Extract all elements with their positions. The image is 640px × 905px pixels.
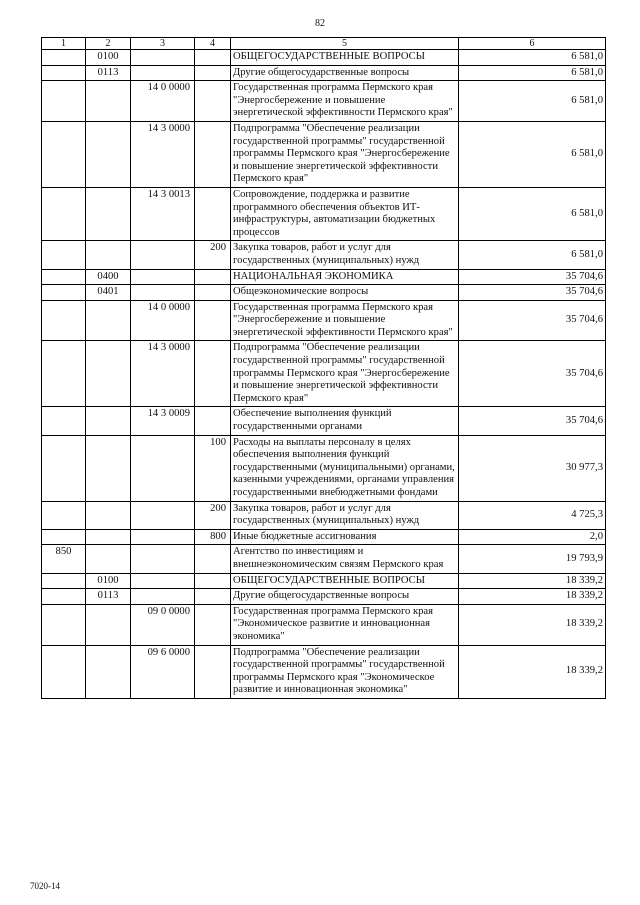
section-code-cell: 0401: [86, 285, 131, 301]
description-cell: Государственная программа Пермского края "Экономическое развитие и инновационная экономика": [231, 604, 459, 645]
description-cell: Закупка товаров, работ и услуг для государственных (муниципальных) нужд: [231, 501, 459, 529]
section-code-cell: [86, 645, 131, 698]
amount-cell: 6 581,0: [459, 81, 606, 122]
amount-cell: 6 581,0: [459, 121, 606, 187]
table-row: [42, 645, 606, 698]
section-code-cell: [86, 187, 131, 240]
amount-cell: 19 793,9: [459, 545, 606, 573]
ministry-code-cell: [42, 300, 86, 341]
amount-cell: 35 704,6: [459, 407, 606, 435]
description-cell: Общеэкономические вопросы: [231, 285, 459, 301]
expense-type-cell: 800: [195, 529, 231, 545]
amount-cell: 35 704,6: [459, 300, 606, 341]
table-row: [42, 529, 606, 545]
description-cell: Государственная программа Пермского края "Энергосбережение и повышение энергетической эффективности Пермского края": [231, 300, 459, 341]
amount-cell: 35 704,6: [459, 285, 606, 301]
expense-type-cell: [195, 300, 231, 341]
expense-type-cell: [195, 81, 231, 122]
table-row: [42, 81, 606, 122]
amount-cell: 18 339,2: [459, 645, 606, 698]
target-article-cell: [131, 285, 195, 301]
amount-cell: 18 339,2: [459, 589, 606, 605]
target-article-cell: 14 0 0000: [131, 300, 195, 341]
target-article-cell: 14 3 0000: [131, 121, 195, 187]
target-article-cell: [131, 589, 195, 605]
section-code-cell: 0113: [86, 65, 131, 81]
expense-type-cell: [195, 645, 231, 698]
section-code-cell: [86, 300, 131, 341]
amount-cell: 2,0: [459, 529, 606, 545]
amount-cell: 30 977,3: [459, 435, 606, 501]
expense-type-cell: [195, 341, 231, 407]
target-article-cell: 09 6 0000: [131, 645, 195, 698]
ministry-code-cell: [42, 65, 86, 81]
target-article-cell: [131, 501, 195, 529]
expense-type-cell: 200: [195, 241, 231, 269]
ministry-code-cell: [42, 645, 86, 698]
table-row: [42, 407, 606, 435]
ministry-code-cell: [42, 341, 86, 407]
description-cell: Агентство по инвестициям и внешнеэкономическим связям Пермского края: [231, 545, 459, 573]
target-article-cell: [131, 50, 195, 66]
section-code-cell: [86, 121, 131, 187]
description-cell: Подпрограмма "Обеспечение реализации государственной программы" государственной программы Пермского края "Энергосбережение и повышение энергетической эффективности Пермского края": [231, 121, 459, 187]
table-row: [42, 300, 606, 341]
target-article-cell: 09 0 0000: [131, 604, 195, 645]
table-row: [42, 501, 606, 529]
expense-type-cell: [195, 121, 231, 187]
expense-type-cell: [195, 285, 231, 301]
description-cell: Обеспечение выполнения функций государственными органами: [231, 407, 459, 435]
section-code-cell: [86, 545, 131, 573]
ministry-code-cell: [42, 121, 86, 187]
page-number: 82: [315, 18, 325, 29]
ministry-code-cell: [42, 187, 86, 240]
target-article-cell: 14 3 0013: [131, 187, 195, 240]
section-code-cell: 0100: [86, 573, 131, 589]
amount-cell: 35 704,6: [459, 269, 606, 285]
table-row: [42, 435, 606, 501]
ministry-code-cell: 850: [42, 545, 86, 573]
ministry-code-cell: [42, 81, 86, 122]
section-code-cell: [86, 435, 131, 501]
target-article-cell: [131, 269, 195, 285]
description-cell: Подпрограмма "Обеспечение реализации государственной программы" государственной программы Пермского края "Энергосбережение и повышение энергетической эффективности Пермского края": [231, 341, 459, 407]
header-cell-1: 1: [42, 38, 86, 50]
section-code-cell: 0113: [86, 589, 131, 605]
ministry-code-cell: [42, 529, 86, 545]
ministry-code-cell: [42, 407, 86, 435]
target-article-cell: [131, 573, 195, 589]
ministry-code-cell: [42, 589, 86, 605]
section-code-cell: [86, 407, 131, 435]
target-article-cell: [131, 545, 195, 573]
section-code-cell: 0400: [86, 269, 131, 285]
table-row: [42, 187, 606, 240]
header-cell-6: 6: [459, 38, 606, 50]
description-cell: Государственная программа Пермского края "Энергосбережение и повышение энергетической эффективности Пермского края": [231, 81, 459, 122]
ministry-code-cell: [42, 501, 86, 529]
ministry-code-cell: [42, 269, 86, 285]
table-row: [42, 589, 606, 605]
description-cell: Подпрограмма "Обеспечение реализации государственной программы" государственной программы Пермского края "Экономическое развитие и инновационная экономика": [231, 645, 459, 698]
header-cell-5: 5: [231, 38, 459, 50]
expense-type-cell: [195, 604, 231, 645]
expense-type-cell: [195, 187, 231, 240]
description-cell: Иные бюджетные ассигнования: [231, 529, 459, 545]
table-row: [42, 341, 606, 407]
expense-type-cell: [195, 573, 231, 589]
expense-type-cell: [195, 269, 231, 285]
ministry-code-cell: [42, 604, 86, 645]
table-row: [42, 545, 606, 573]
description-cell: НАЦИОНАЛЬНАЯ ЭКОНОМИКА: [231, 269, 459, 285]
amount-cell: 35 704,6: [459, 341, 606, 407]
target-article-cell: 14 0 0000: [131, 81, 195, 122]
ministry-code-cell: [42, 50, 86, 66]
table-row: [42, 65, 606, 81]
description-cell: Другие общегосударственные вопросы: [231, 65, 459, 81]
target-article-cell: [131, 529, 195, 545]
expense-type-cell: [195, 545, 231, 573]
table-row: [42, 241, 606, 269]
budget-table: [41, 37, 606, 699]
section-code-cell: [86, 501, 131, 529]
description-cell: ОБЩЕГОСУДАРСТВЕННЫЕ ВОПРОСЫ: [231, 50, 459, 66]
table-row: [42, 50, 606, 66]
ministry-code-cell: [42, 435, 86, 501]
description-cell: Другие общегосударственные вопросы: [231, 589, 459, 605]
header-cell-4: 4: [195, 38, 231, 50]
description-cell: ОБЩЕГОСУДАРСТВЕННЫЕ ВОПРОСЫ: [231, 573, 459, 589]
section-code-cell: [86, 241, 131, 269]
description-cell: Закупка товаров, работ и услуг для государственных (муниципальных) нужд: [231, 241, 459, 269]
table-row: [42, 573, 606, 589]
target-article-cell: [131, 435, 195, 501]
section-code-cell: 0100: [86, 50, 131, 66]
header-cell-3: 3: [131, 38, 195, 50]
expense-type-cell: [195, 589, 231, 605]
section-code-cell: [86, 81, 131, 122]
description-cell: Сопровождение, поддержка и развитие программного обеспечения объектов ИТ-инфраструктуры, автоматизации бюджетных процессов: [231, 187, 459, 240]
expense-type-cell: [195, 407, 231, 435]
ministry-code-cell: [42, 241, 86, 269]
section-code-cell: [86, 529, 131, 545]
ministry-code-cell: [42, 285, 86, 301]
footer-code: 7020-14: [30, 881, 60, 891]
section-code-cell: [86, 341, 131, 407]
expense-type-cell: [195, 65, 231, 81]
table-row: [42, 121, 606, 187]
amount-cell: 4 725,3: [459, 501, 606, 529]
expense-type-cell: 200: [195, 501, 231, 529]
expense-type-cell: 100: [195, 435, 231, 501]
target-article-cell: [131, 65, 195, 81]
amount-cell: 6 581,0: [459, 50, 606, 66]
target-article-cell: 14 3 0000: [131, 341, 195, 407]
description-cell: Расходы на выплаты персоналу в целях обеспечения выполнения функций государственными (муниципальными) органами, казенными учреждениями, органами управления государственными внебюджетными фондами: [231, 435, 459, 501]
table-row: [42, 269, 606, 285]
header-cell-2: 2: [86, 38, 131, 50]
amount-cell: 6 581,0: [459, 187, 606, 240]
expense-type-cell: [195, 50, 231, 66]
table-row: [42, 285, 606, 301]
header-row: [42, 38, 606, 50]
target-article-cell: [131, 241, 195, 269]
amount-cell: 18 339,2: [459, 573, 606, 589]
section-code-cell: [86, 604, 131, 645]
amount-cell: 6 581,0: [459, 241, 606, 269]
ministry-code-cell: [42, 573, 86, 589]
table-row: [42, 604, 606, 645]
amount-cell: 18 339,2: [459, 604, 606, 645]
amount-cell: 6 581,0: [459, 65, 606, 81]
target-article-cell: 14 3 0009: [131, 407, 195, 435]
